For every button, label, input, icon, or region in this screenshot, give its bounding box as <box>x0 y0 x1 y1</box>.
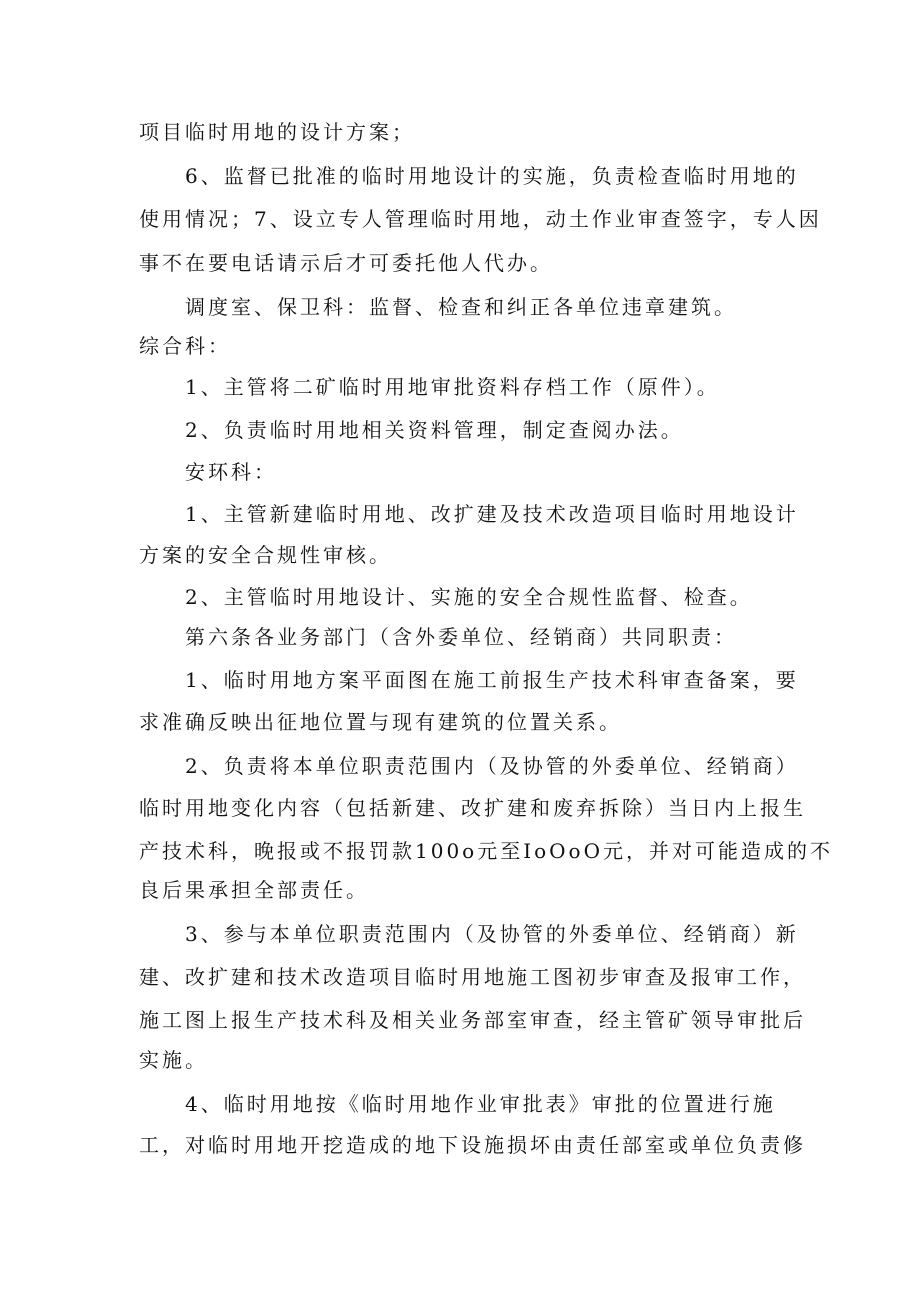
text-line-19: 良后果承担全部责任。 <box>139 878 369 902</box>
text-line-21: 建、改扩建和技术改造项目临时用地施工图初步审查及报审工作， <box>139 965 806 989</box>
text-line-4: 事不在要电话请示后才可委托他人代办。 <box>139 251 553 275</box>
text-line-9: 安环科： <box>185 460 277 484</box>
text-line-11: 方案的安全合规性审核。 <box>139 543 392 567</box>
text-line-14: 1、临时用地方案平面图在施工前报生产技术科审查备案，要 <box>185 668 799 692</box>
text-line-2: 6、监督已批准的临时用地设计的实施，负责检查临时用地的 <box>185 164 799 188</box>
text-line-3: 使用情况；7、设立专人管理临时用地，动土作业审查签字，专人因 <box>139 207 822 231</box>
text-line-15: 求准确反映出征地位置与现有建筑的位置关系。 <box>139 710 622 734</box>
text-line-8: 2、负责临时用地相关资料管理，制定查阅办法。 <box>185 418 684 442</box>
text-line-10: 1、主管新建临时用地、改扩建及技术改造项目临时用地设计 <box>185 502 799 526</box>
text-line-1: 项目临时用地的设计方案； <box>139 120 415 144</box>
text-line-6: 综合科： <box>139 334 231 358</box>
text-line-5: 调度室、保卫科：监督、检查和纠正各单位违章建筑。 <box>185 295 737 319</box>
text-line-25: 工，对临时用地开挖造成的地下设施损坏由责任部室或单位负责修 <box>139 1133 806 1157</box>
text-line-7: 1、主管将二矿临时用地审批资料存档工作（原件）。 <box>185 375 720 399</box>
text-line-17: 临时用地变化内容（包括新建、改扩建和废弃拆除）当日内上报生 <box>139 796 806 820</box>
text-line-24: 4、临时用地按《临时用地作业审批表》审批的位置进行施 <box>185 1092 776 1116</box>
text-line-20: 3、参与本单位职责范围内（及协管的外委单位、经销商）新 <box>185 922 799 946</box>
text-line-18: 产技术科，晚报或不报罚款100o元至IoOoO元，并对可能造成的不 <box>139 839 833 863</box>
text-line-23: 实施。 <box>139 1048 208 1072</box>
text-line-12: 2、主管临时用地设计、实施的安全合规性监督、检查。 <box>185 585 753 609</box>
text-line-16: 2、负责将本单位职责范围内（及协管的外委单位、经销商） <box>185 754 799 778</box>
text-line-22: 施工图上报生产技术科及相关业务部室审查，经主管矿领导审批后 <box>139 1008 806 1032</box>
text-line-13: 第六条各业务部门（含外委单位、经销商）共同职责： <box>185 625 737 649</box>
